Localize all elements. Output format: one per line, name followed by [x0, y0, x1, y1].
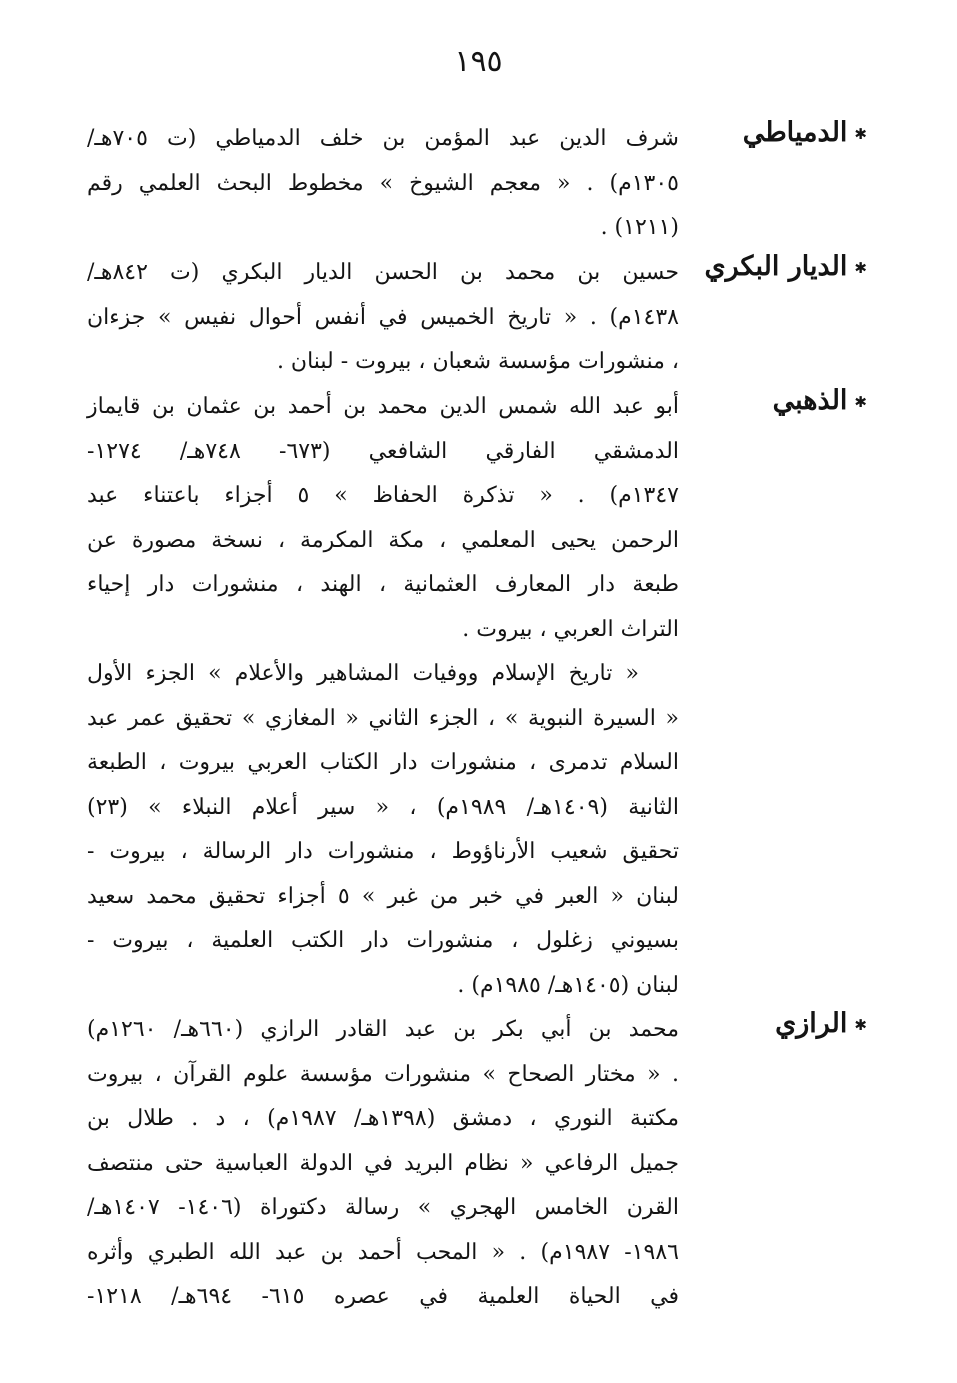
text-line: جميل الرفاعي « نظام البريد في الدولة العباسية حتى منتصف [87, 1150, 679, 1176]
text-line: ، منشورات مؤسسة شعبان ، بيروت - لبنان . [276, 349, 679, 374]
text-line: الرحمن يحيى المعلمي ، مكة المكرمة ، نسخة مصورة عن [87, 527, 679, 553]
text-line: السلام تدمرى ، منشورات دار الكتاب العربي بيروت ، الطبعة [87, 750, 679, 775]
text-line: بسيوني زغلول ، منشورات دار الكتب العلمية ، بيروت - [87, 928, 679, 953]
text-line: طبعة دار المعارف العثمانية ، الهند ، منشورات دار إحياء [87, 572, 679, 597]
text-line: « السيرة النبوية » ، الجزء الثاني « المغازي » تحقيق عمر عبد [87, 705, 679, 731]
heading-text: الذهبي [772, 385, 848, 416]
text-line: القرن الخامس الهجري » رسالة دكتوراة (١٤٠٦- ١٤٠٧هـ/ [87, 1195, 679, 1220]
entry-heading [697, 1008, 867, 1039]
asterisk-icon: ✱ [854, 392, 867, 411]
text-line: (١٢١١) . [600, 215, 679, 240]
text-line: في الحياة العلمية في عصره ٦١٥- ٦٩٤هـ/ ١٢١٨- [87, 1284, 680, 1309]
text-line: شرف الدين عبد المؤمن بن خلف الدمياطي (ت ٧٠٥هـ/ [87, 126, 679, 151]
text-line: ١٣٤٧م) . « تذكرة الحفاظ » ٥ أجزاء باعتناء عبد [87, 483, 679, 508]
text-line: . « مختار الصحاح » منشورات مؤسسة علوم القرآن ، بيروت [87, 1061, 679, 1087]
text-line: لبنان (١٤٠٥هـ/ ١٩٨٥م) . [457, 972, 679, 998]
text-line: ١٣٠٥م) . « معجم الشيوخ » مخطوط البحث العلمي رقم [87, 170, 679, 196]
text-line: « تاريخ الإسلام ووفيات المشاهير والأعلام » الجزء الأول [87, 661, 639, 686]
entry-text [87, 1008, 679, 1320]
text-line: حسين بن محمد بن الحسن الديار البكري (ت ٨٤٢هـ/ [87, 260, 679, 285]
page-number: ١٩٥ [454, 44, 503, 79]
heading-text: الدمياطي [742, 117, 848, 148]
text-line: ١٩٨٦- ١٩٨٧م) . « المحب أحمد بن عبد الله الطبري وأثره [87, 1239, 679, 1265]
text-line: الدمشقي الفارقي الشافعي (٦٧٣- ٧٤٨هـ/ ١٢٧٤- [87, 438, 680, 464]
text-line: ١٤٣٨م) . « تاريخ الخميس في أنفس أحوال نفيس » جزءان [87, 304, 679, 330]
entry-heading [697, 251, 867, 282]
text-line: محمد بن أبي بكر بن عبد القادر الرازي (٦٦٠هـ/ ١٢٦٠م) [87, 1017, 680, 1042]
entry-heading [697, 117, 867, 148]
text-line: مكتبة النوري ، دمشق (١٣٩٨هـ/ ١٩٨٧م) ، د . طلال بن [87, 1106, 679, 1131]
asterisk-icon: ✱ [854, 1015, 867, 1034]
text-line: تحقيق شعيب الأرناؤوط ، منشورات دار الرسالة ، بيروت - [87, 839, 679, 864]
text-line: أبو عبد الله شمس الدين محمد بن أحمد بن عثمان بن قايماز [87, 394, 679, 419]
entry-text [87, 117, 679, 251]
text-line: التراث العربي ، بيروت . [462, 616, 679, 642]
entry-text [87, 251, 679, 385]
asterisk-icon: ✱ [854, 124, 867, 143]
entry-heading [697, 385, 867, 416]
asterisk-icon: ✱ [854, 258, 867, 277]
heading-text: الرازي [775, 1008, 848, 1039]
heading-text: الديار البكري [704, 251, 848, 282]
text-line: الثانية (١٤٠٩هـ/ ١٩٨٩م) ، « سير أعلام النبلاء » (٢٣) [87, 794, 679, 820]
text-line: لبنان « العبر في خبر من غبر » ٥ أجزاء تحقيق محمد سعيد [87, 883, 679, 909]
entry-text [87, 385, 679, 1008]
